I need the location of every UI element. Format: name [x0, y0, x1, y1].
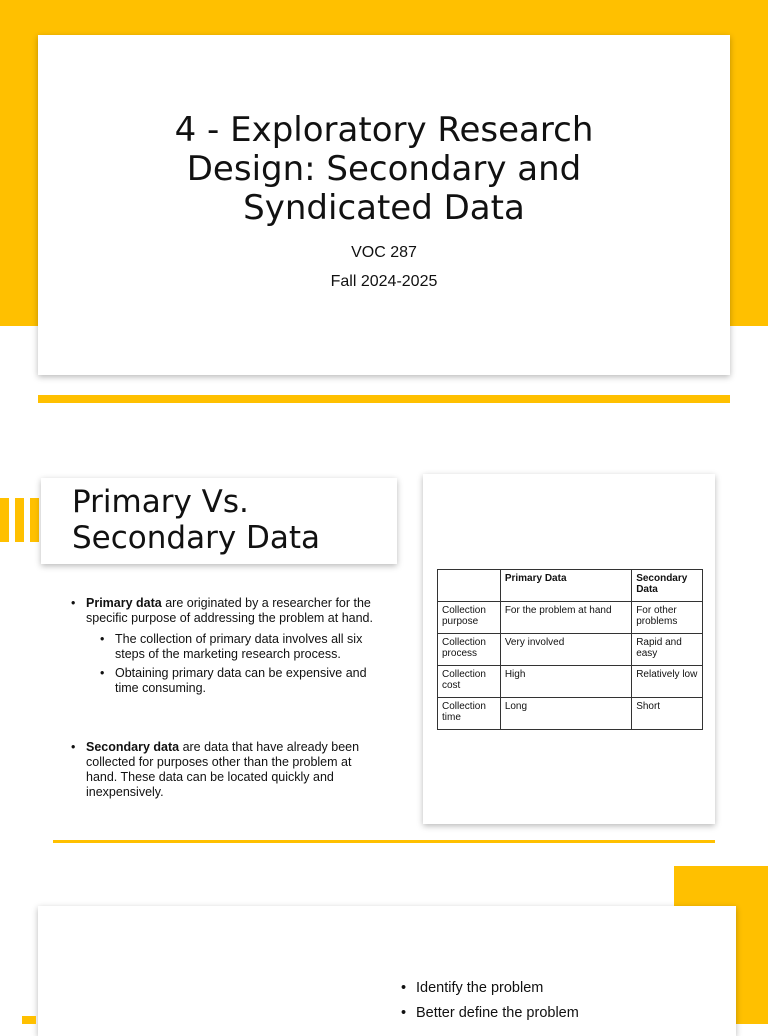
- table-row: [438, 602, 703, 634]
- table-header-cell: Primary Data: [500, 570, 631, 602]
- list-item: • Identify the problem: [401, 980, 701, 1005]
- definition-text: are data that have already been collected for purposes other than the problem at hand. These data can be located quickly and inexpensively.: [86, 740, 360, 799]
- slide3-bullet-list: [401, 980, 701, 1030]
- slide1-bottom-bar: [38, 395, 730, 403]
- table-cell: Collection purpose: [438, 602, 501, 634]
- definition-text: are originated by a researcher for the specific purpose of addressing the problem at hand.: [86, 596, 373, 625]
- comparison-table-card: [423, 474, 715, 824]
- term-secondary-data: Secondary data: [86, 740, 180, 754]
- table-cell: Long: [500, 698, 631, 730]
- table-header-cell: Secondary Data: [632, 570, 703, 602]
- table-cell: Rapid and easy: [632, 634, 703, 666]
- list-item: [71, 596, 381, 626]
- table-cell: Collection time: [438, 698, 501, 730]
- table-header-cell: [438, 570, 501, 602]
- slide-title: Primary Vs. Secondary Data: [72, 484, 321, 556]
- list-item: • Obtaining primary data can be expensive and time consuming.: [100, 666, 381, 696]
- decor-stripe: [15, 498, 24, 542]
- table-cell: For other problems: [632, 602, 703, 634]
- decor-stripe: [0, 498, 9, 542]
- term-label: Fall 2024-2025: [330, 273, 438, 290]
- title-slide-card: [38, 35, 730, 375]
- table-cell: For the problem at hand: [500, 602, 631, 634]
- bullet-list: [71, 740, 381, 806]
- table-row: [438, 698, 703, 730]
- list-item: • The collection of primary data involves all six steps of the marketing research process.: [100, 632, 381, 662]
- presentation-title: 4 - Exploratory Research Design: Secondary and Syndicated Data: [174, 110, 594, 228]
- slide2-title-box: [41, 478, 397, 564]
- table-cell: Short: [632, 698, 703, 730]
- table-row: [438, 666, 703, 698]
- list-item: • Better define the problem: [401, 1005, 701, 1030]
- table-cell: Collection process: [438, 634, 501, 666]
- list-item: [71, 740, 381, 800]
- table-cell: Relatively low: [632, 666, 703, 698]
- course-code: VOC 287: [351, 244, 417, 261]
- table-cell: High: [500, 666, 631, 698]
- decor-stripe: [30, 498, 39, 542]
- table-header-row: [438, 570, 703, 602]
- term-primary-data: Primary data: [86, 596, 162, 610]
- table-cell: Very involved: [500, 634, 631, 666]
- comparison-table: [437, 569, 703, 730]
- bullet-list: [71, 596, 381, 700]
- table-cell: Collection cost: [438, 666, 501, 698]
- slide2-divider-line: [53, 840, 715, 843]
- table-row: [438, 634, 703, 666]
- decor-stripe: [22, 1016, 36, 1024]
